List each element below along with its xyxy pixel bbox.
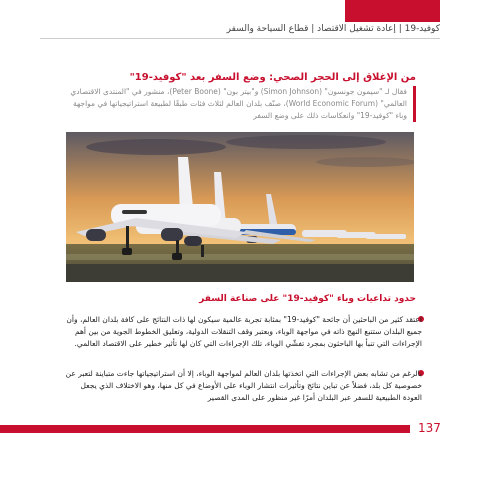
airplanes-photo — [66, 132, 414, 282]
article-title: من الإغلاق إلى الحجر الصحي: وضع السفر بعد "كوفيد-19" — [129, 72, 416, 83]
footer-accent-bar — [0, 425, 410, 433]
airplanes-illustration — [66, 132, 414, 282]
section-title: حدود تداعيات وباء "كوفيد-19" على صناعة السفر — [199, 294, 416, 304]
header-divider — [40, 38, 440, 39]
paragraph-2: بالرغم من تشابه بعض الإجراءات التي اتخذتها بلدان العالم لمواجهة الوباء، إلا أن استراتيجياتها جاءت متباينة لتعبر عن خصوصية كل بلد، فضلاً عن تباين نتائج وتأثيرات انتشار الوباء على الأوضاع في كل منها، وهو الاختلاف الذي يجعل العودة الطبيعية للسفر عبر البلدان أمرًا غير منظور على المدى القصير — [65, 369, 422, 402]
article-quote: فقال لـ "سيمون جونسون" (Simon Johnson) و"بيتر بون" (Peter Boone)، منشور في "المنتدى الاقتصادي العالمي" (World Economic Forum)، صنّف بلدان العالم لثلاث فئات طبقًا لطبيعة استراتيجياتها في مواجهة وباء "كوفيد-19" وانعكاسات ذلك على وضع السفر — [64, 86, 416, 122]
breadcrumb: كوفيد-19 | إعادة تشغيل الاقتصاد | قطاع السياحة والسفر — [226, 24, 440, 34]
header-accent-bar — [345, 0, 440, 22]
paragraph-1: اعتقد كثير من الباحثين أن جائحة "كوفيد-19" بمثابة تجربة عالمية سيكون لها ذات النتائج على كافة بلدان العالم، وأن جميع البلدان ستتبع النهج ذاته في مواجهة الوباء، وبعتبر وقف التنقلات الدولية، وتعليق الخطوط الجوية من بين أهم الإجراءات التي تنبأ بها الباحثون بمجرد تفشّي الوباء، تلك الإجراءات التي كان لها تأثير خطير على الاقتصاد العالمي. — [66, 315, 422, 348]
page-number: 137 — [418, 421, 441, 435]
